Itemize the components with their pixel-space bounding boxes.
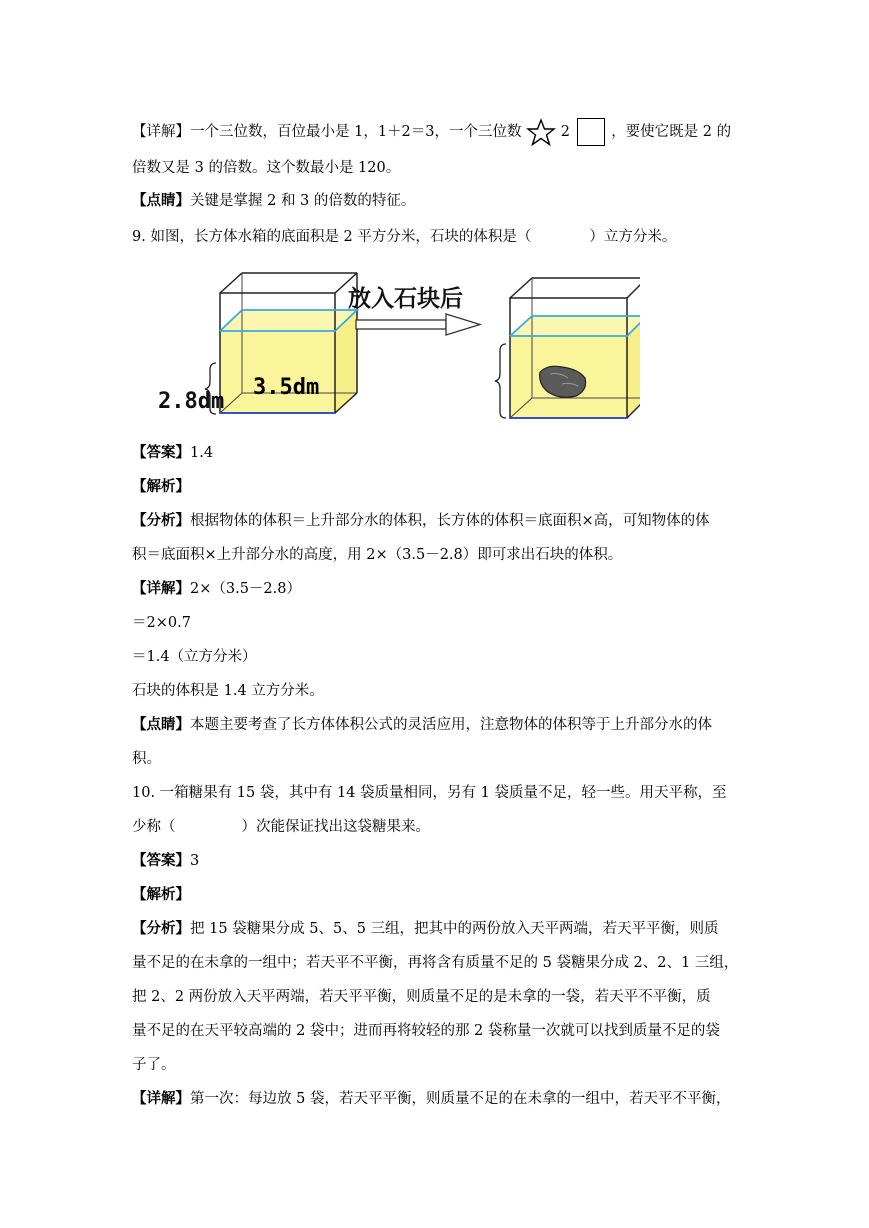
detail-9-line-1: [132, 579, 301, 599]
key-point-9-line-2: 积。: [132, 751, 161, 767]
arrow-caption: 放入石块后: [348, 286, 463, 312]
right-tank: [495, 278, 640, 418]
key-point-9-text: 本题主要考查了长方体体积公式的灵活应用，注意物体的体积等于上升部分水的体: [190, 717, 712, 733]
water-tank-figure: [150, 268, 640, 428]
analysis-10-line-2: 量不足的在未拿的一组中；若天平不平衡，再将含有质量不足的 5 袋糖果分成 2、2、1 三组，: [132, 955, 739, 971]
detail-text-1b: ，要使它既是 2 的: [611, 124, 732, 140]
detail-text-1a: 【详解】一个三位数，百位最小是 1，1＋2＝3，一个三位数: [132, 124, 522, 140]
key-point-9-tag: 【点睛】: [132, 716, 190, 733]
answer-9-tag: 【答案】: [132, 444, 190, 461]
analysis-10-tag: 【分析】: [132, 920, 190, 937]
question-10-line-1: 10. 一箱糖果有 15 袋，其中有 14 袋质量相同，另有 1 袋质量不足，轻一些。用天平称，至: [132, 785, 727, 801]
analysis-10-line-3: 把 2、2 两份放入天平两端，若天平平衡，则质量不足的是未拿的一袋，若天平不平衡，质: [132, 989, 711, 1005]
blank-digit-box: [577, 118, 605, 146]
analysis-10-line-1: [132, 919, 719, 939]
analysis-heading-10: 【解析】: [132, 886, 190, 903]
analysis-9-text-a: 根据物体的体积＝上升部分水的体积，长方体的体积＝底面积×高，可知物体的体: [190, 513, 710, 529]
detail-9-tag: 【详解】: [132, 580, 190, 597]
detail-9-line-4: 石块的体积是 1.4 立方分米。: [132, 683, 324, 699]
question-10-text-a: 少称（: [132, 819, 176, 835]
analysis-10-text-a: 把 15 袋糖果分成 5、5、5 三组，把其中的两份放入天平两端，若天平平衡，则质: [190, 921, 719, 937]
question-9-text-b: ）立方分米。: [589, 229, 677, 245]
detail-line-1: [132, 118, 731, 146]
answer-10-tag: 【答案】: [132, 852, 190, 869]
analysis-9-line-1: [132, 511, 710, 531]
right-height-label: 3.5dm: [253, 375, 320, 400]
question-10-line-2: [132, 817, 430, 837]
question-9-text-a: 9. 如图，长方体水箱的底面积是 2 平方分米，石块的体积是（: [132, 229, 532, 245]
detail-line-2: 倍数又是 3 的倍数。这个数最小是 120。: [132, 160, 401, 176]
answer-10: [132, 851, 199, 871]
answer-9: [132, 443, 213, 463]
right-arrow-icon: [356, 314, 480, 335]
digit-two: 2: [560, 124, 570, 140]
analysis-10-line-5: 子了。: [132, 1057, 176, 1073]
left-height-label: 2.8dm: [158, 389, 225, 414]
detail-10-tag: 【详解】: [132, 1090, 190, 1107]
detail-10-line-1: [132, 1089, 730, 1109]
key-point-9-line-1: [132, 715, 712, 735]
analysis-9-line-2: 积＝底面积×上升部分水的高度，用 2×（3.5－2.8）即可求出石块的体积。: [132, 547, 623, 563]
star-icon: [526, 118, 556, 146]
answer-10-value: 3: [190, 853, 200, 869]
question-9: [132, 227, 676, 247]
key-point-tag: 【点睛】: [132, 192, 190, 209]
key-point-line: [132, 191, 415, 211]
analysis-heading-9: 【解析】: [132, 478, 190, 495]
detail-10-text: 第一次：每边放 5 袋，若天平平衡，则质量不足的在未拿的一组中，若天平不平衡，: [190, 1091, 731, 1107]
analysis-9-tag: 【分析】: [132, 512, 190, 529]
question-10-text-b: ）次能保证找出这袋糖果来。: [241, 819, 430, 835]
answer-9-value: 1.4: [190, 445, 214, 461]
detail-9-expr: 2×（3.5－2.8）: [190, 581, 301, 597]
key-point-text: 关键是掌握 2 和 3 的倍数的特征。: [190, 193, 416, 209]
detail-9-line-2: ＝2×0.7: [132, 615, 191, 631]
detail-9-line-3: ＝1.4（立方分米）: [132, 649, 257, 665]
analysis-10-line-4: 量不足的在天平较高端的 2 袋中；进而再将较轻的那 2 袋称量一次就可以找到质量不足的袋: [132, 1023, 720, 1039]
